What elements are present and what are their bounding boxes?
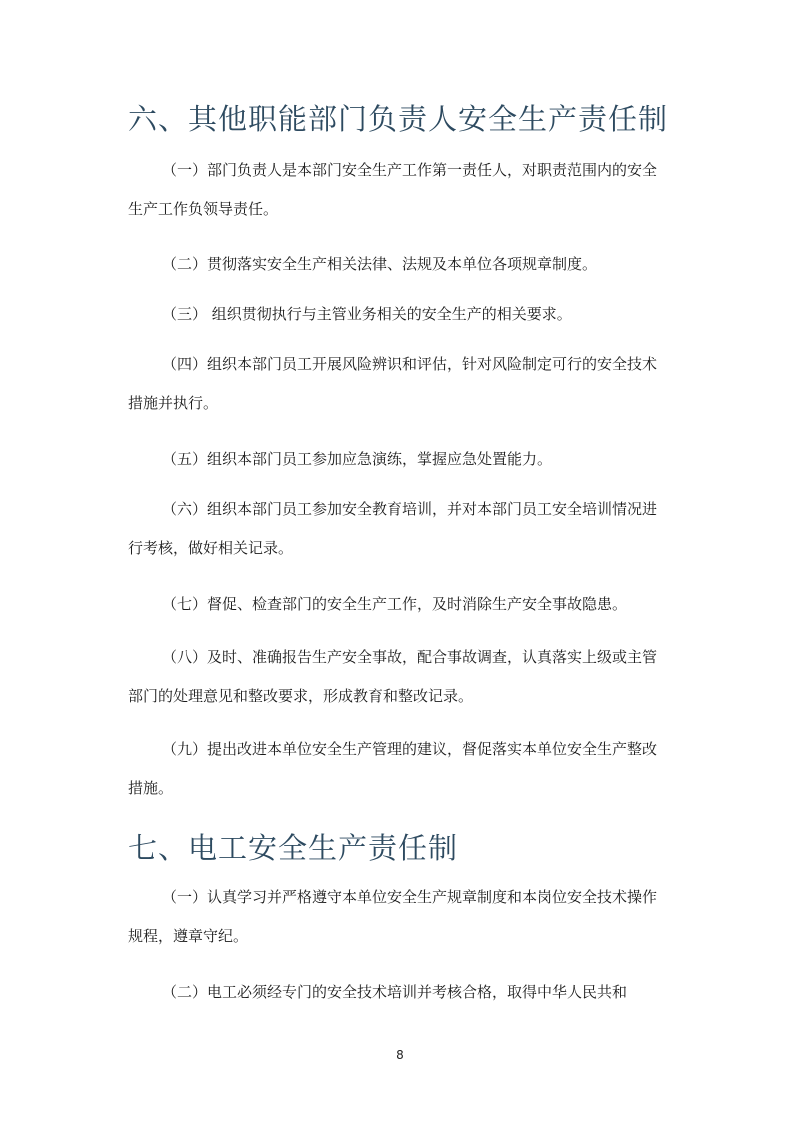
section-6-heading: 六、其他职能部门负责人安全生产责任制 [128,102,669,136]
page-number: 8 [396,1048,404,1062]
section-6-item-8: （八）及时、准确报告生产安全事故，配合事故调查，认真落实上级或主管部门的处理意见和整改要求，形成教育和整改记录。 [128,648,658,705]
section-7-item-2: （二）电工必须经专门的安全技术培训并考核合格，取得中华人民共和 [162,983,628,1001]
section-6-item-3: （三） 组织贯彻执行与主管业务相关的安全生产的相关要求。 [162,305,572,323]
section-6-item-1: （一）部门负责人是本部门安全生产工作第一责任人，对职责范围内的安全生产工作负领导责任。 [128,161,658,218]
section-6-item-9: （九）提出改进本单位安全生产管理的建议，督促落实本单位安全生产整改措施。 [128,740,658,797]
section-7-item-1: （一）认真学习并严格遵守本单位安全生产规章制度和本岗位安全技术操作规程，遵章守纪。 [128,888,658,945]
section-6-item-4: （四）组织本部门员工开展风险辨识和评估，针对风险制定可行的安全技术措施并执行。 [128,355,658,412]
section-6-item-7: （七）督促、检查部门的安全生产工作，及时消除生产安全事故隐患。 [162,595,628,613]
section-6-item-6: （六）组织本部门员工参加安全教育培训，并对本部门员工安全培训情况进行考核，做好相关记录。 [128,500,658,557]
section-6-item-5: （五）组织本部门员工参加应急演练，掌握应急处置能力。 [162,450,553,468]
section-6-item-2: （二）贯彻落实安全生产相关法律、法规及本单位各项规章制度。 [162,255,598,273]
section-7-heading: 七、电工安全生产责任制 [128,831,459,865]
